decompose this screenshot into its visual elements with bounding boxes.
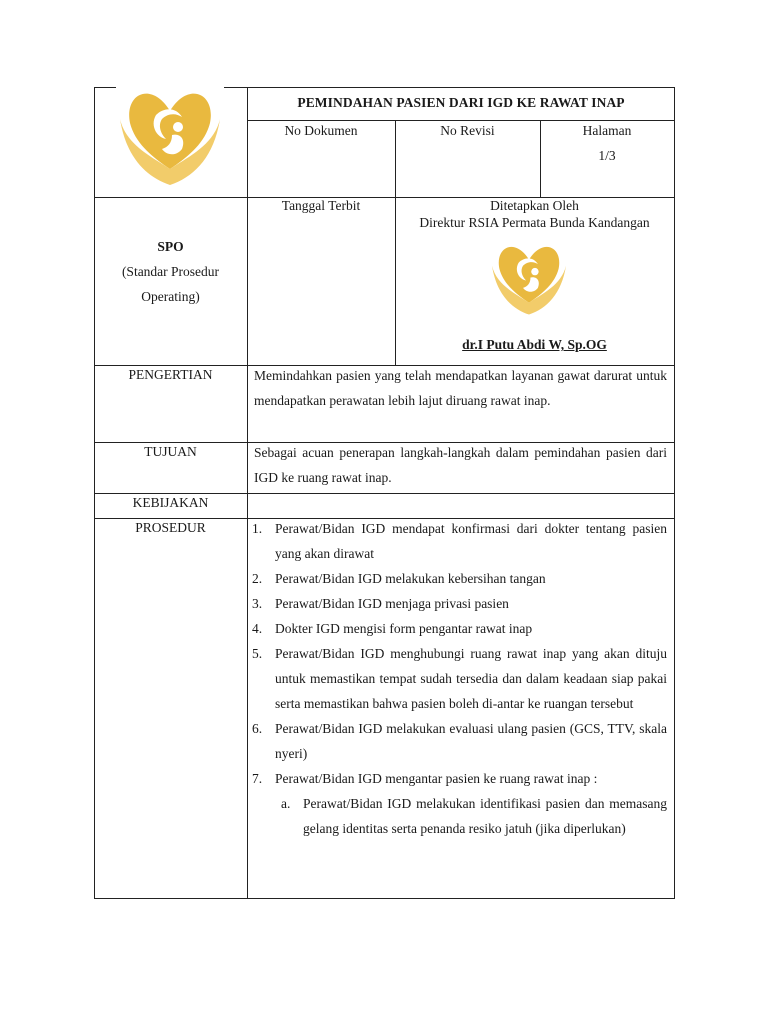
list-item: 5. Perawat/Bidan IGD menghubungi ruang rawat inap yang akan dituju untuk memastikan tempat sudah tersedia dan dalam keadaan siap pakai serta memastikan bahwa pasien boleh di-antar ke ruangan tersebut [252, 646, 667, 711]
list-item: 4. Dokter IGD mengisi form pengantar rawat inap [252, 621, 533, 636]
tanggal-terbit-label: Tanggal Terbit [281, 198, 361, 213]
list-item: 1. Perawat/Bidan IGD mendapat konfirmasi dari dokter tentang pasien yang akan dirawat [252, 521, 667, 561]
heart-hands-logo-icon [489, 239, 569, 319]
prosedur-list [247, 516, 667, 841]
title-divider [247, 120, 675, 121]
signer-name: dr.I Putu Abdi W, Sp.OG [462, 337, 607, 352]
tujuan-text: Sebagai acuan penerapan langkah-langkah dalam pemindahan pasien dari IGD ke ruang rawat inap. [254, 445, 667, 485]
spo-subtitle-1: (Standar Prosedur [121, 264, 220, 279]
pengertian-label: PENGERTIAN [128, 367, 213, 382]
spo-title: SPO [157, 239, 184, 254]
document-title: PEMINDAHAN PASIEN DARI IGD KE RAWAT INAP [297, 95, 625, 110]
list-item: 3. Perawat/Bidan IGD menjaga privasi pasien [252, 596, 509, 611]
halaman-label: Halaman [582, 123, 632, 138]
no-revisi-label: No Revisi [440, 123, 495, 138]
tujuan-row-divider [94, 493, 675, 494]
no-dokumen-label: No Dokumen [284, 123, 358, 138]
border-bottom [94, 898, 675, 899]
revisi-divider-left [395, 120, 396, 365]
list-item: 6. Perawat/Bidan IGD melakukan evaluasi ulang pasien (GCS, TTV, skala nyeri) [252, 721, 667, 761]
halaman-value: 1/3 [598, 148, 616, 163]
ditetapkan-institution: Direktur RSIA Permata Bunda Kandangan [419, 215, 650, 230]
tujuan-label: TUJUAN [144, 444, 197, 459]
stamp-logo [489, 239, 569, 319]
list-item: 7. Perawat/Bidan IGD mengantar pasien ke ruang rawat inap : a. Perawat/Bidan IGD melakukan identifikasi pasien dan memasang gelang identitas serta penanda resiko jatuh (jika diperlukan) [247, 766, 667, 841]
kebijakan-label: KEBIJAKAN [132, 495, 209, 510]
prosedur-label: PROSEDUR [135, 520, 206, 535]
ditetapkan-label: Ditetapkan Oleh [490, 198, 579, 213]
spo-subtitle-2: Operating) [141, 289, 200, 304]
heart-hands-logo-icon [116, 83, 224, 191]
pengertian-text: Memindahkan pasien yang telah mendapatkan layanan gawat darurat untuk mendapatkan perawatan lebih lajut diruang rawat inap. [254, 368, 667, 408]
spo-document [94, 87, 675, 899]
list-item: 2. Perawat/Bidan IGD melakukan kebersihan tangan [252, 571, 546, 586]
sub-list-item: a. Perawat/Bidan IGD melakukan identifikasi pasien dan memasang gelang identitas serta penanda resiko jatuh (jika diperlukan) [281, 796, 667, 836]
hospital-logo [116, 83, 224, 191]
